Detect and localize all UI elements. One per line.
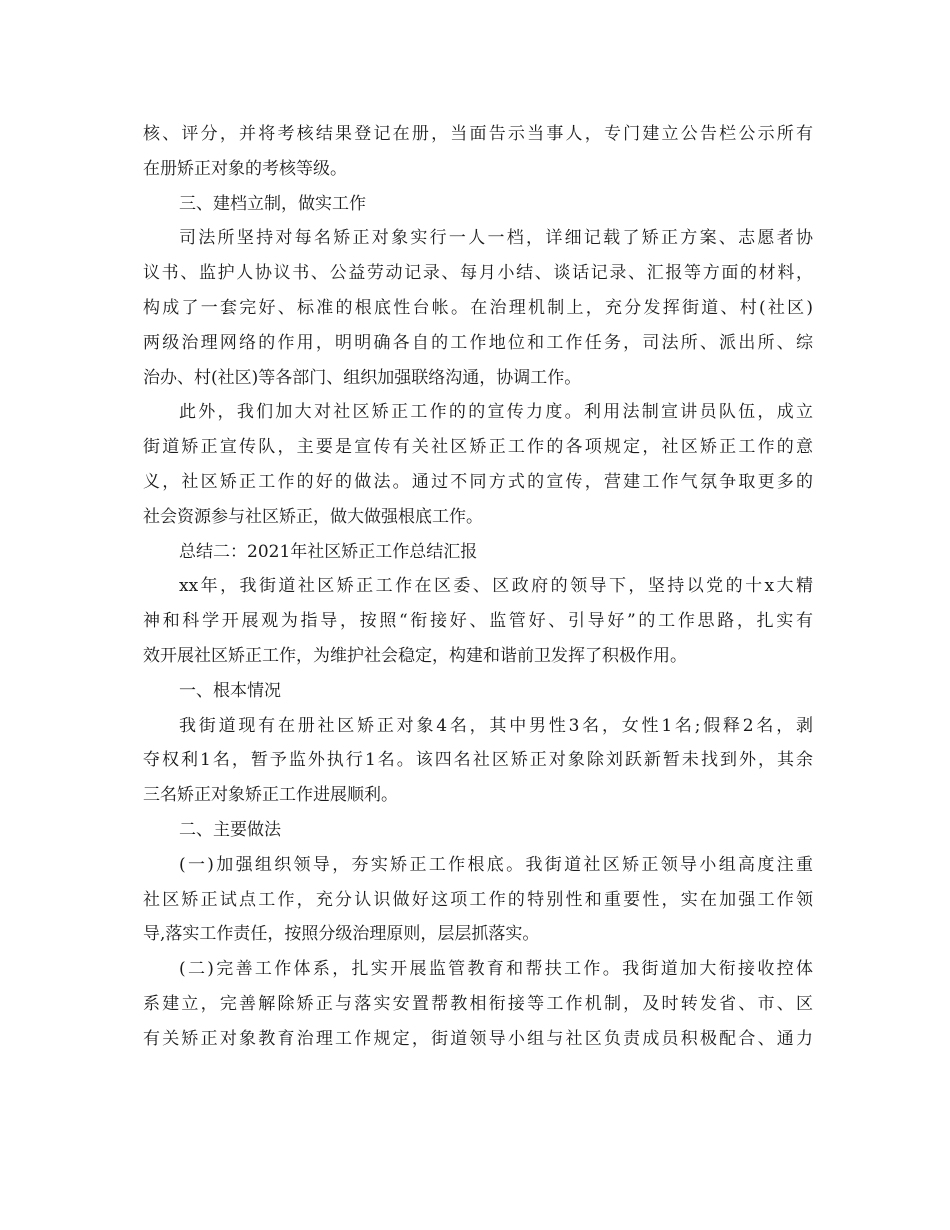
- text-line: 司法所坚持对每名矫正对象实行一人一档，详细记载了矫正方案、志愿者协: [179, 228, 813, 249]
- text-line: 有关矫正对象教育治理工作规定，街道领导小组与社区负责成员积极配合、通力: [143, 1028, 813, 1049]
- text-line: 一、根本情况: [179, 680, 281, 701]
- text-line: 夺权利1名，暂予监外执行1名。该四名社区矫正对象除刘跃新暂未找到外，其余: [143, 750, 813, 771]
- text-line: 两级治理网络的作用，明明确各自的工作地位和工作任务，司法所、派出所、综: [143, 332, 813, 353]
- text-line: 义，社区矫正工作的好的做法。通过不同方式的宣传，营建工作气氛争取更多的: [143, 471, 813, 492]
- text-line: 系建立，完善解除矫正与落实安置帮教相衔接等工作机制，及时转发省、市、区: [143, 993, 813, 1014]
- text-line: 核、评分，并将考核结果登记在册，当面告示当事人，专门建立公告栏公示所有: [143, 124, 813, 144]
- document-body: [143, 117, 813, 1057]
- text-line: 社区矫正试点工作，充分认识做好这项工作的特别性和重要性，实在加强工作领: [143, 889, 813, 910]
- text-line: 二、主要做法: [179, 819, 281, 840]
- text-line: 三名矫正对象矫正工作进展顺利。: [143, 785, 398, 806]
- text-line: 三、建档立制，做实工作: [179, 193, 366, 214]
- text-line: 我街道现有在册社区矫正对象4名，其中男性3名，女性1名;假释2名，剥: [179, 715, 813, 736]
- text-line: 治办、村(社区)等各部门、组织加强联络沟通，协调工作。: [143, 367, 582, 388]
- text-line: 总结二：2021年社区矫正工作总结汇报: [179, 541, 478, 562]
- text-line: 构成了一套完好、标准的根底性台帐。在治理机制上，充分发挥街道、村(社区): [143, 297, 813, 318]
- text-line: 效开展社区矫正工作，为维护社会稳定，构建和谐前卫发挥了积极作用。: [143, 645, 687, 666]
- text-line: (一)加强组织领导，夯实矫正工作根底。我街道社区矫正领导小组高度注重: [179, 854, 813, 875]
- text-line: (二)完善工作体系，扎实开展监管教育和帮扶工作。我街道加大衔接收控体: [179, 959, 813, 980]
- text-line: 神和科学开展观为指导，按照“衔接好、监管好、引导好”的工作思路，扎实有: [143, 611, 813, 632]
- text-line: 街道矫正宣传队，主要是宣传有关社区矫正工作的各项规定，社区矫正工作的意: [143, 437, 813, 458]
- text-line: 在册矫正对象的考核等级。: [143, 158, 347, 179]
- text-line: 导,落实工作责任，按照分级治理原则，层层抓落实。: [143, 924, 540, 945]
- text-line: 此外，我们加大对社区矫正工作的的宣传力度。利用法制宣讲员队伍，成立: [179, 402, 813, 423]
- text-line: 议书、监护人协议书、公益劳动记录、每月小结、谈话记录、汇报等方面的材料，: [143, 263, 813, 284]
- text-line: 社会资源参与社区矫正，做大做强根底工作。: [143, 506, 483, 527]
- text-line: xx年，我街道社区矫正工作在区委、区政府的领导下，坚持以党的十x大精: [179, 576, 813, 597]
